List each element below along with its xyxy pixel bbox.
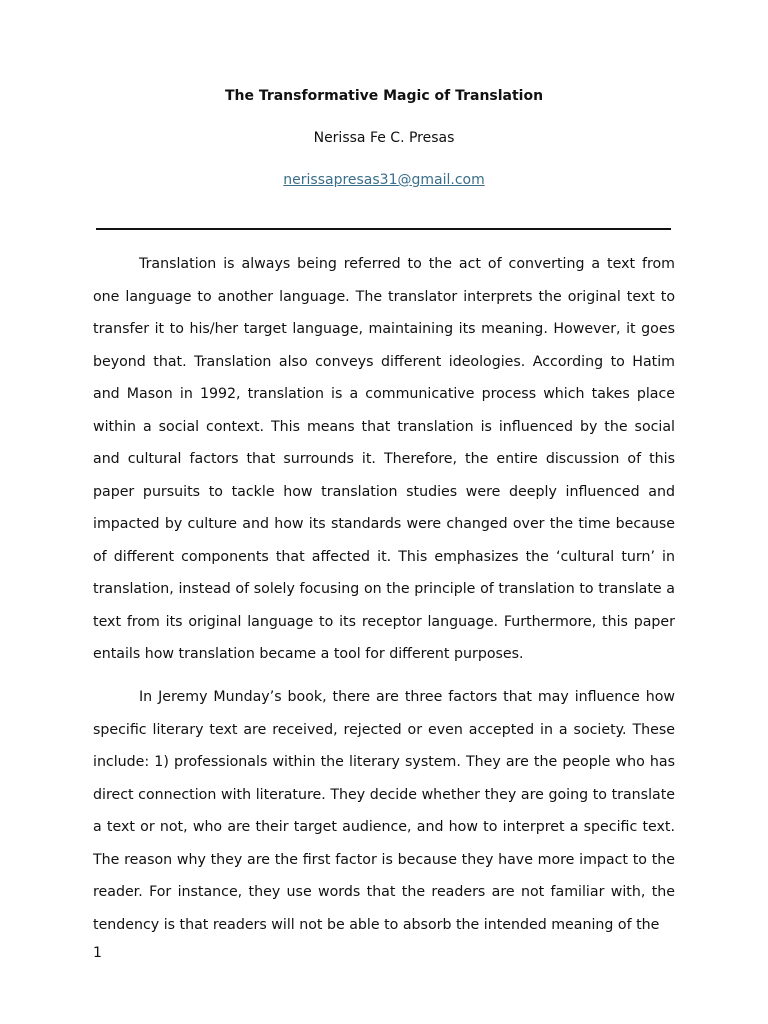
page-number: 1 — [93, 945, 102, 961]
document-title: The Transformative Magic of Translation — [224, 88, 544, 104]
body-paragraph-2: In Jeremy Munday’s book, there are three factors that may influence how specific literary text are received, rejected or even accepted in a society. These include: 1) professionals within the literary system. They are the people who has direct connection with literature. They decide whether they are going to translate a text or not, who are their target audience, and how to interpret a specific text. The reason why they are the first factor is because they have more impact to the reader. For instance, they use words that the readers are not familiar with, the tendency is that readers will not be able to absorb the intended meaning of the — [93, 689, 675, 933]
header-divider — [96, 228, 671, 230]
body-paragraph-1: Translation is always being referred to the act of converting a text from one language to another language. The translator interprets the original text to transfer it to his/her target language, maintaining its meaning. However, it goes beyond that. Translation also conveys different ideologies. According to Hatim and Mason in 1992, translation is a communicative process which takes place within a social context. This means that translation is influenced by the social and cultural factors that surrounds it. Therefore, the entire discussion of this paper pursuits to tackle how translation studies were deeply influenced and impacted by culture and how its standards were changed over the time because of different components that affected it. This emphasizes the ‘cultural turn’ in translation, instead of solely focusing on the principle of translation to translate a text from its original language to its receptor language. Furthermore, this paper entails how translation became a tool for different purposes. — [93, 256, 675, 662]
author-name: Nerissa Fe C. Presas — [313, 130, 455, 146]
author-email — [0, 170, 768, 190]
email-link[interactable]: nerissapresas31@gmail.com — [283, 172, 485, 188]
